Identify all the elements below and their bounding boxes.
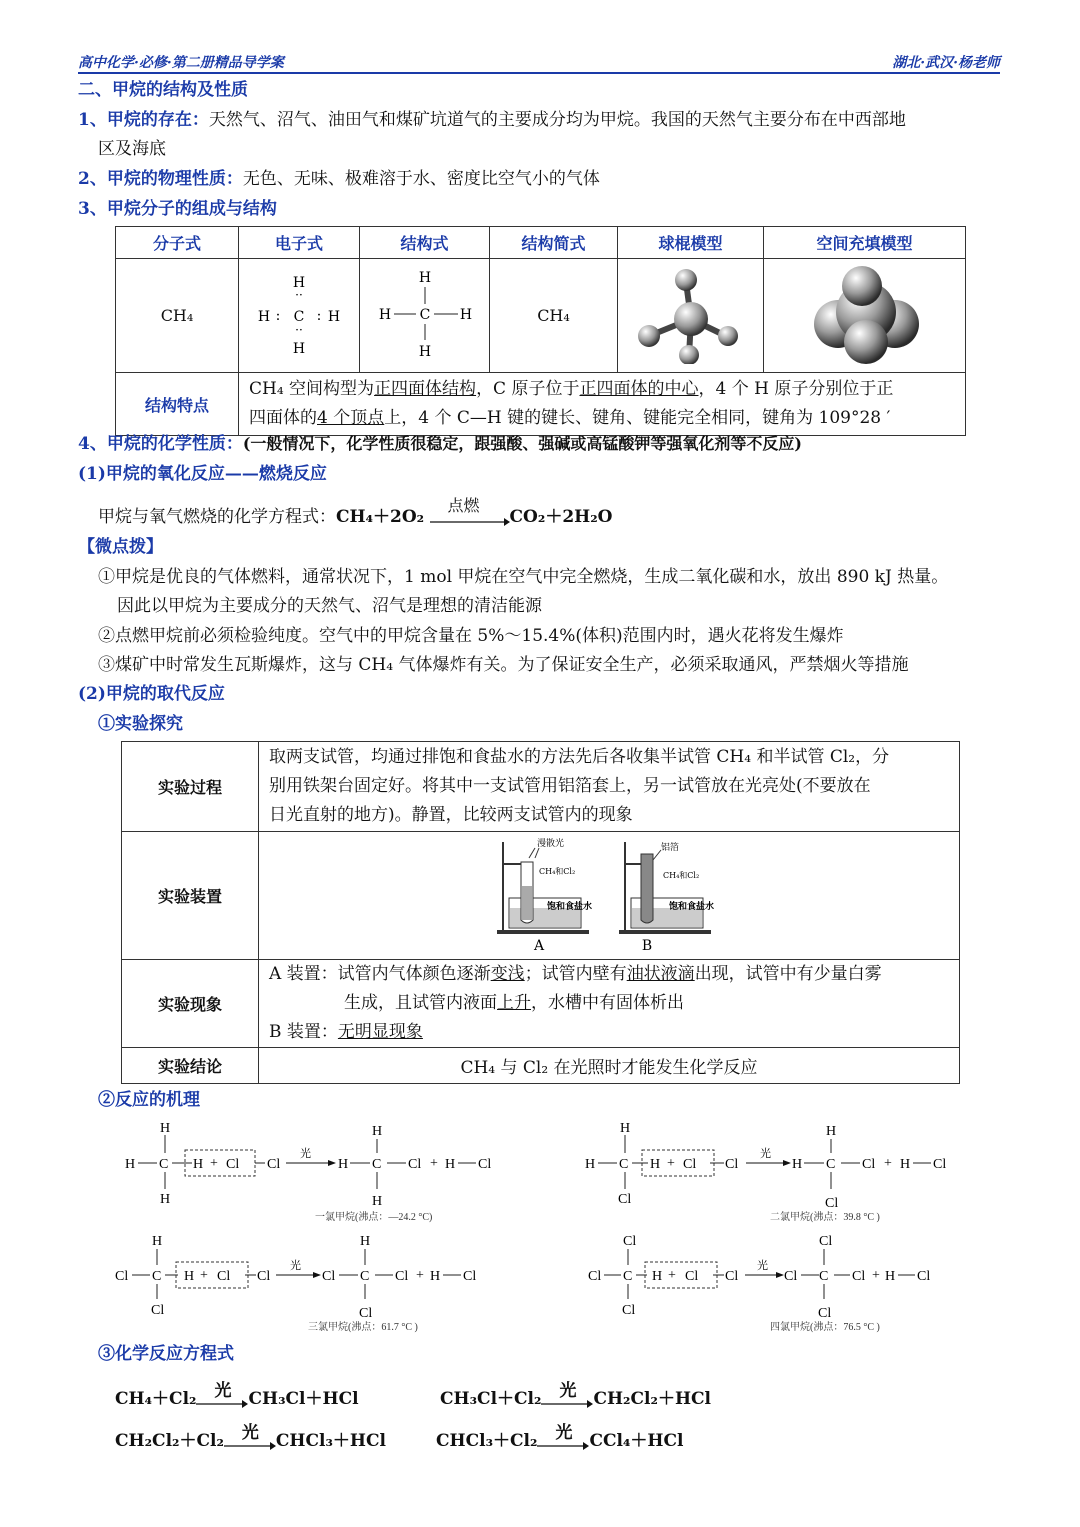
feature-f: 四面体的	[249, 408, 317, 428]
eq1-right: CH₃Cl＋HCl	[248, 1389, 359, 1409]
feature-h: 上，4 个 C—H 键的键长、键角、键能完全相同，键角为 109°28 ′	[384, 408, 891, 428]
r1-light: 光	[300, 1148, 311, 1160]
exp-process-l3: 日光直射的地方)。静置，比较两支试管内的现象	[269, 805, 633, 825]
cell-ball-stick	[618, 259, 764, 373]
combustion-prefix: 甲烷与氧气燃烧的化学方程式：	[98, 507, 336, 527]
app-salt-label-b: 饱和食盐水	[669, 901, 715, 912]
eq3-cond: 光	[241, 1422, 259, 1443]
r2-cl-bottom: Cl	[618, 1192, 632, 1207]
eq2-right: CH₂Cl₂＋HCl	[593, 1389, 711, 1409]
combustion-line	[98, 495, 613, 529]
eq4-arrow	[537, 1422, 589, 1452]
combustion-condition: 点燃	[447, 495, 480, 515]
app-foil-label: 铝箔	[661, 842, 680, 853]
r1-p-cl: Cl	[408, 1157, 422, 1172]
combustion-arrow	[430, 495, 510, 528]
ef-c: C	[293, 308, 305, 325]
mech-reaction-4	[588, 1234, 930, 1333]
r1-cl: Cl	[267, 1157, 281, 1172]
r3-plus-box: +	[200, 1268, 208, 1283]
cell-electron-formula	[239, 259, 360, 373]
ef-dots-bottom: ··	[295, 322, 303, 337]
r3-hcl-h: H	[430, 1269, 441, 1284]
feature-label: 结构特点	[116, 373, 239, 436]
tip1b: 因此以甲烷为主要成分的天然气、沼气是理想的清洁能源	[117, 596, 542, 616]
r2-cl-box: Cl	[683, 1157, 697, 1172]
mech-reaction-2	[585, 1121, 946, 1223]
r4-cl-left: Cl	[588, 1269, 602, 1284]
ph-c2: 无明显现象	[337, 1022, 423, 1042]
r2-plus-box: +	[667, 1156, 675, 1171]
r3-hcl-cl: Cl	[463, 1269, 477, 1284]
eq4-cond: 光	[555, 1422, 573, 1443]
r4-p-cl-bottom: Cl	[818, 1306, 832, 1321]
r2-c: C	[619, 1157, 629, 1172]
r3-cl: Cl	[257, 1269, 271, 1284]
r4-p-cl: Cl	[852, 1269, 866, 1284]
r2-p-h-top: H	[826, 1124, 837, 1139]
exp-conclusion-text: CH₄ 与 Cl₂ 在光照时才能发生化学反应	[259, 1048, 960, 1084]
app-salt-label-a: 饱和食盐水	[547, 901, 593, 912]
arrow-icon	[430, 514, 510, 534]
r4-cl: Cl	[725, 1269, 739, 1284]
space-filling-model-image	[800, 264, 930, 364]
tip2: ②点燃甲烷前必须检验纯度。空气中的甲烷含量在 5%～15.4%(体积)范围内时，遇火花将发生爆炸	[98, 626, 844, 646]
th-structural: 结构式	[360, 227, 490, 259]
r3-cl-left: Cl	[115, 1269, 129, 1284]
eq3-left: CH₂Cl₂＋Cl₂	[115, 1431, 224, 1451]
arrow-icon	[537, 1436, 589, 1456]
item2-label: 2、甲烷的物理性质：	[78, 169, 243, 189]
ph-a4: 油状液滴	[626, 964, 695, 984]
item1-line1	[78, 108, 906, 132]
ef-h-left: H	[257, 308, 271, 325]
app-gas-label-a: CH₄和Cl₂	[539, 866, 576, 876]
eq2-arrow	[541, 1380, 593, 1410]
sf-h-left: H	[378, 306, 391, 323]
r3-cl-box: Cl	[217, 1269, 231, 1284]
page-header	[78, 50, 1000, 74]
arrow-icon	[224, 1436, 276, 1456]
feature-e: ，4 个 H 原子分别位于正	[698, 379, 894, 399]
r1-p-h-top: H	[372, 1124, 383, 1139]
cell-space-fill	[764, 259, 966, 373]
mech-reaction-1	[125, 1121, 491, 1223]
sub2-2-title: ②反应的机理	[98, 1090, 200, 1110]
r3-h-top: H	[152, 1234, 163, 1249]
item4-line	[78, 432, 802, 456]
feature-g: 4 个顶点	[317, 408, 385, 428]
r4-hcl-cl: Cl	[917, 1269, 931, 1284]
r3-p-plus: +	[416, 1268, 424, 1283]
item1-text2: 区及海底	[98, 139, 166, 159]
eq2-left: CH₃Cl＋Cl₂	[440, 1389, 542, 1409]
header-right: 湖北·武汉·杨老师	[892, 55, 1000, 71]
item4-label: 4、甲烷的化学性质：	[78, 434, 243, 454]
cell-formula: CH₄	[116, 259, 239, 373]
sf-h-right: H	[459, 306, 472, 323]
equation-4	[436, 1422, 684, 1452]
item2-line	[78, 167, 600, 191]
th-spacefill: 空间充填模型	[764, 227, 966, 259]
r1-plus-box: +	[210, 1156, 218, 1171]
r2-p-cl: Cl	[862, 1157, 876, 1172]
r4-cl-box: Cl	[685, 1269, 699, 1284]
r4-cl-bottom: Cl	[622, 1303, 636, 1318]
item1-text1: 天然气、沼气、油田气和煤矿坑道气的主要成分均为甲烷。我国的天然气主要分布在中西部地	[208, 110, 906, 130]
ef-dots-top: ··	[295, 287, 303, 302]
sub2-1-title: ①实验探究	[98, 714, 183, 734]
ph-c1: B 装置：	[269, 1022, 338, 1042]
feature-b: 正四面体结构	[374, 379, 477, 399]
exp-process-text	[259, 742, 960, 832]
r4-light: 光	[757, 1260, 768, 1272]
sub2-3-title: ③化学反应方程式	[98, 1344, 234, 1364]
r2-hcl-h: H	[900, 1157, 911, 1172]
equation-3	[115, 1422, 386, 1452]
electron-formula-diagram	[244, 269, 354, 359]
r3-p-h-top: H	[360, 1234, 371, 1249]
r1-h-box: H	[193, 1157, 204, 1172]
ph-a5: 出现，试管中有少量白雾	[694, 964, 882, 984]
ph-a1: A 装置：试管内气体颜色逐渐	[269, 964, 491, 984]
exp-process-l1: 取两支试管，均通过排饱和食盐水的方法先后各收集半试管 CH₄ 和半试管 Cl₂，分	[269, 747, 890, 767]
eq4-left: CHCl₃＋Cl₂	[436, 1431, 538, 1451]
exp-phenomenon-text	[259, 960, 960, 1048]
combustion-right: CO₂＋2H₂O	[509, 507, 613, 527]
caption-chloromethane: 一氯甲烷(沸点：—24.2 °C)	[315, 1212, 433, 1223]
header-left: 高中化学·必修·第二册精品导学案	[78, 55, 284, 71]
app-label-b: B	[641, 937, 653, 954]
r2-p-cl-bottom: Cl	[825, 1196, 839, 1211]
section-title: 二、甲烷的结构及性质	[78, 80, 248, 100]
r2-light: 光	[760, 1148, 771, 1160]
tips-title: 【微点拨】	[78, 537, 163, 557]
r4-c: C	[623, 1269, 633, 1284]
r2-p-c: C	[826, 1157, 836, 1172]
th-formula: 分子式	[116, 227, 239, 259]
arrow-icon	[196, 1394, 248, 1414]
r1-h-left: H	[125, 1157, 136, 1172]
r1-h-bottom: H	[160, 1192, 171, 1207]
app-scatter-label: 漫散光	[537, 838, 565, 849]
eq1-left: CH₄＋Cl₂	[115, 1389, 197, 1409]
ef-h-top: H	[292, 274, 306, 291]
ph-a3: ；试管内壁有	[524, 964, 627, 984]
sf-h-bottom: H	[418, 343, 431, 360]
mech-reaction-3	[115, 1234, 476, 1333]
item2-text: 无色、无味、极难溶于水、密度比空气小的气体	[242, 169, 600, 189]
mechanism-diagram	[110, 1115, 1000, 1337]
caption-dichloromethane: 二氯甲烷(沸点：39.8 °C )	[770, 1212, 880, 1223]
equation-2	[440, 1380, 711, 1410]
eq4-right: CCl₄＋HCl	[589, 1431, 684, 1451]
combustion-left: CH₄＋2O₂	[336, 507, 425, 527]
r2-h-box: H	[650, 1157, 661, 1172]
exp-conclusion-label: 实验结论	[122, 1048, 259, 1084]
r3-p-cl: Cl	[395, 1269, 409, 1284]
caption-trichloromethane: 三氯甲烷(沸点：61.7 °C )	[308, 1322, 418, 1333]
item1-label: 1、甲烷的存在：	[78, 110, 209, 130]
eq2-cond: 光	[559, 1380, 577, 1401]
r3-c: C	[152, 1269, 162, 1284]
ef-h-right: H	[327, 308, 341, 325]
experiment-apparatus-diagram	[479, 834, 739, 954]
th-simple: 结构简式	[490, 227, 618, 259]
tip3: ③煤矿中时常发生瓦斯爆炸，这与 CH₄ 气体爆炸有关。为了保证安全生产，必须采取通风，严禁烟火等措施	[98, 655, 909, 675]
r1-hcl-h: H	[445, 1157, 456, 1172]
r2-cl: Cl	[725, 1157, 739, 1172]
r1-hcl-cl: Cl	[478, 1157, 492, 1172]
ph-b1: 生成，且试管内液面	[344, 993, 497, 1013]
r1-p-plus: +	[430, 1156, 438, 1171]
arrow-icon	[541, 1394, 593, 1414]
feature-text	[239, 373, 966, 436]
th-ballstick: 球棍模型	[618, 227, 764, 259]
r1-p-h-left: H	[338, 1157, 349, 1172]
ef-h-bottom: H	[292, 340, 306, 357]
eq1-cond: 光	[214, 1380, 232, 1401]
r2-h-top: H	[620, 1121, 631, 1136]
sf-h-top: H	[418, 269, 431, 286]
exp-apparatus-label: 实验装置	[122, 832, 259, 960]
equation-1	[115, 1380, 359, 1410]
r2-h-left: H	[585, 1157, 596, 1172]
ball-stick-model-image	[631, 264, 751, 364]
feature-a: CH₄ 空间构型为	[249, 379, 375, 399]
ph-a2: 变浅	[490, 964, 525, 984]
structural-formula-diagram	[370, 264, 480, 364]
r3-p-c: C	[360, 1269, 370, 1284]
eq1-arrow	[196, 1380, 248, 1410]
r3-p-cl-left: Cl	[322, 1269, 336, 1284]
r3-cl-bottom: Cl	[151, 1303, 165, 1318]
tip1a: ①甲烷是优良的气体燃料，通常状况下，1 mol 甲烷在空气中完全燃烧，生成二氧化碳和水，放出 890 kJ 热量。	[98, 567, 949, 587]
ef-dots-right: :	[316, 307, 322, 324]
r4-plus-box: +	[668, 1268, 676, 1283]
app-label-a: A	[533, 937, 545, 954]
r4-p-cl-left: Cl	[784, 1269, 798, 1284]
r1-p-c: C	[372, 1157, 382, 1172]
exp-phenomenon-label: 实验现象	[122, 960, 259, 1048]
exp-process-label: 实验过程	[122, 742, 259, 832]
item4-text: (一般情况下，化学性质很稳定，跟强酸、强碱或高锰酸钾等强氧化剂等不反应)	[242, 434, 802, 453]
r4-p-cl-top: Cl	[819, 1234, 833, 1249]
r4-p-plus: +	[872, 1268, 880, 1283]
r2-p-plus: +	[884, 1156, 892, 1171]
r4-p-c: C	[819, 1269, 829, 1284]
r3-p-cl-bottom: Cl	[359, 1306, 373, 1321]
sf-c: C	[419, 306, 430, 323]
ef-dots-left: :	[275, 307, 281, 324]
sub1-title: (1)甲烷的氧化反应——燃烧反应	[78, 464, 327, 484]
r1-h-top: H	[160, 1121, 171, 1136]
structure-table	[115, 226, 966, 436]
th-electron: 电子式	[239, 227, 360, 259]
cell-simple: CH₄	[490, 259, 618, 373]
cell-structural-formula	[360, 259, 490, 373]
r2-hcl-cl: Cl	[933, 1157, 947, 1172]
r1-cl-box: Cl	[226, 1157, 240, 1172]
r2-p-h-left: H	[792, 1157, 803, 1172]
experiment-table	[121, 741, 960, 1084]
r1-c: C	[159, 1157, 169, 1172]
r4-cl-top: Cl	[623, 1234, 637, 1249]
r1-p-h-bottom: H	[372, 1194, 383, 1209]
r4-h-box: H	[652, 1269, 663, 1284]
exp-process-l2: 别用铁架台固定好。将其中一支试管用铝箔套上，另一试管放在光亮处(不要放在	[269, 776, 871, 796]
r3-h-box: H	[184, 1269, 195, 1284]
eq3-arrow	[224, 1422, 276, 1452]
ph-b2: 上升	[497, 993, 531, 1013]
exp-apparatus-cell	[259, 832, 960, 960]
r3-light: 光	[290, 1260, 301, 1272]
eq3-right: CHCl₃＋HCl	[275, 1431, 386, 1451]
ph-b3: ，水槽中有固体析出	[531, 993, 684, 1013]
sub2-title: (2)甲烷的取代反应	[78, 684, 225, 704]
feature-d: 正四面体的中心	[579, 379, 699, 399]
r4-hcl-h: H	[885, 1269, 896, 1284]
caption-tetrachloromethane: 四氯甲烷(沸点：76.5 °C )	[770, 1322, 880, 1333]
item3-label: 3、甲烷分子的组成与结构	[78, 199, 277, 219]
feature-c: ，C 原子位于	[476, 379, 580, 399]
app-gas-label-b: CH₄和Cl₂	[663, 870, 700, 880]
